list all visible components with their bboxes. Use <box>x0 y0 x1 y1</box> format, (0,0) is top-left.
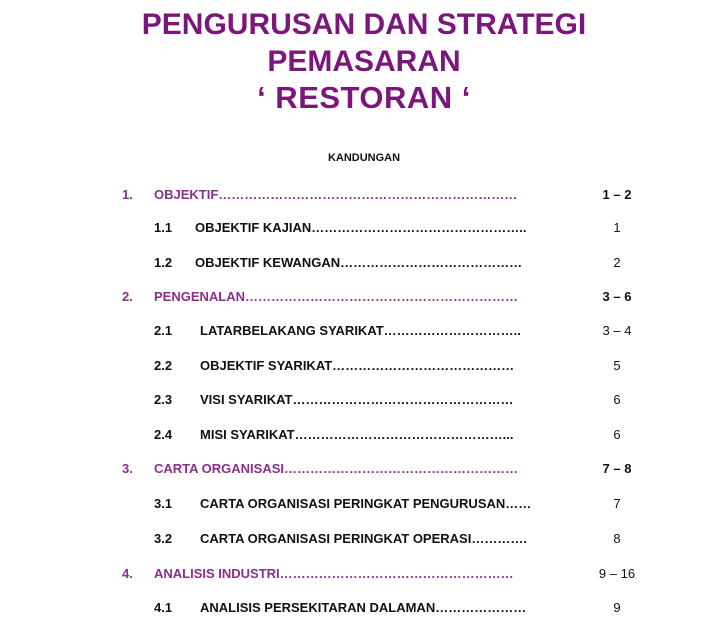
toc-entry-title: OBJEKTIF SYARIKAT…………………………………… <box>200 358 515 373</box>
toc-entry-title: ANALISIS PERSEKITARAN DALAMAN………………… <box>200 600 527 615</box>
toc-entry-number: 3.2 <box>154 531 173 546</box>
toc-entry-number: 3.1 <box>154 496 173 511</box>
document-title-line-1: PENGURUSAN DAN STRATEGI <box>141 8 587 41</box>
toc-entry-page: 5 <box>613 358 621 373</box>
toc-subentry <box>0 358 728 378</box>
toc-entry-number: 1. <box>122 187 133 202</box>
toc-entry-title: LATARBELAKANG SYARIKAT………………………….. <box>200 323 521 338</box>
toc-subentry <box>0 427 728 447</box>
document-title-line-3: ‘ RESTORAN ‘ <box>257 80 471 115</box>
toc-entry-number: 2. <box>122 289 133 304</box>
toc-entry-title: ANALISIS INDUSTRI……………………………………………… <box>154 566 514 581</box>
toc-entry-number: 4. <box>122 566 133 581</box>
toc-entry-page: 1 <box>613 220 621 235</box>
toc-subentry <box>0 600 728 620</box>
toc-subentry <box>0 392 728 412</box>
toc-entry-number: 1.1 <box>154 220 173 235</box>
toc-entry <box>0 289 728 309</box>
toc-entry-number: 4.1 <box>154 600 173 615</box>
document-title-line-2: PEMASARAN <box>267 45 461 78</box>
toc-entry-number: 2.3 <box>154 392 173 407</box>
toc-entry-number: 2.1 <box>154 323 173 338</box>
toc-entry-number: 1.2 <box>154 255 173 270</box>
toc-entry-title: MISI SYARIKAT…………………………………………... <box>200 427 514 442</box>
contents-heading: KANDUNGAN <box>327 152 401 164</box>
toc-entry <box>0 566 728 586</box>
toc-entry-page: 6 <box>613 427 621 442</box>
toc-entry-page: 7 – 8 <box>602 461 632 476</box>
toc-subentry <box>0 323 728 343</box>
toc-entry-title: CARTA ORGANISASI PERINGKAT OPERASI…………. <box>200 531 527 546</box>
toc-entry-title: VISI SYARIKAT…………………………………………… <box>200 392 514 407</box>
toc-entry-title: OBJEKTIF KAJIAN………………………………………….. <box>195 220 527 235</box>
toc-subentry <box>0 255 728 275</box>
toc-entry-page: 7 <box>613 496 621 511</box>
toc-entry-page: 3 – 4 <box>602 323 632 338</box>
toc-entry-number: 2.4 <box>154 427 173 442</box>
toc-entry-page: 2 <box>613 255 621 270</box>
toc-entry-page: 8 <box>613 531 621 546</box>
toc-entry-title: PENGENALAN……………………………………………………… <box>154 289 519 304</box>
toc-entry-number: 3. <box>122 461 133 476</box>
toc-subentry <box>0 220 728 240</box>
toc-entry-title: OBJEKTIF KEWANGAN…………………………………… <box>195 255 523 270</box>
toc-entry <box>0 187 728 207</box>
toc-entry-page: 9 <box>613 600 621 615</box>
toc-entry-page: 3 – 6 <box>602 289 632 304</box>
toc-entry-page: 6 <box>613 392 621 407</box>
toc-entry-title: OBJEKTIF…………………………………………………………… <box>154 187 518 202</box>
toc-entry-title: CARTA ORGANISASI……………………………………………… <box>154 461 518 476</box>
toc-subentry <box>0 531 728 551</box>
toc-entry-page: 9 – 16 <box>598 566 636 581</box>
toc-entry-page: 1 – 2 <box>602 187 632 202</box>
toc-entry <box>0 461 728 481</box>
toc-entry-title: CARTA ORGANISASI PERINGKAT PENGURUSAN…… <box>200 496 532 511</box>
toc-subentry <box>0 496 728 516</box>
toc-entry-number: 2.2 <box>154 358 173 373</box>
